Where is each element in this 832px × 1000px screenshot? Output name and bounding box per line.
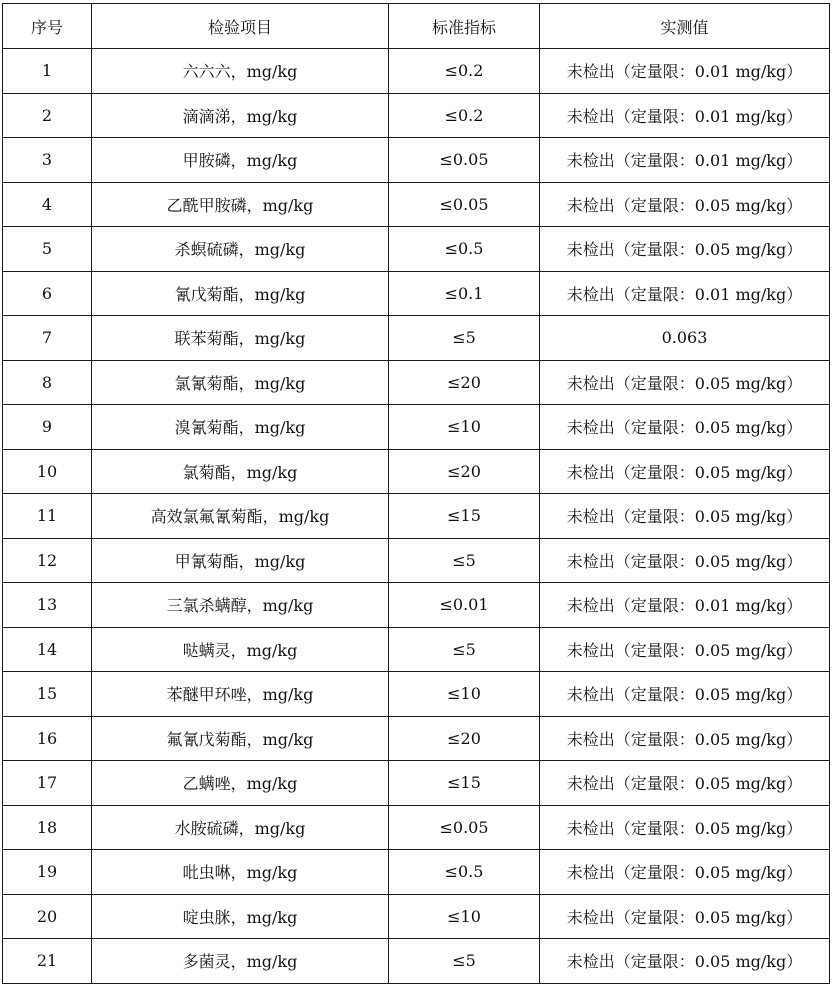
cell-serial-number: 9 [3, 405, 92, 450]
table-row [3, 494, 830, 539]
cell-test-item: 啶虫脒，mg/kg [92, 894, 389, 939]
cell-measured-value: 未检出（定量限：0.05 mg/kg） [540, 360, 830, 405]
cell-test-item: 溴氰菊酯，mg/kg [92, 405, 389, 450]
cell-standard-limit: ≤20 [389, 716, 540, 761]
cell-test-item: 高效氯氟氰菊酯，mg/kg [92, 494, 389, 539]
cell-serial-number: 11 [3, 494, 92, 539]
cell-serial-number: 6 [3, 271, 92, 316]
table-row [3, 271, 830, 316]
cell-test-item: 联苯菊酯，mg/kg [92, 316, 389, 361]
cell-serial-number: 2 [3, 93, 92, 138]
cell-measured-value: 未检出（定量限：0.05 mg/kg） [540, 805, 830, 850]
cell-serial-number: 18 [3, 805, 92, 850]
table-row [3, 227, 830, 272]
cell-measured-value: 未检出（定量限：0.01 mg/kg） [540, 49, 830, 94]
header-measured-value: 实测值 [540, 4, 830, 49]
cell-serial-number: 12 [3, 538, 92, 583]
table-row [3, 182, 830, 227]
cell-serial-number: 14 [3, 627, 92, 672]
cell-test-item: 乙酰甲胺磷，mg/kg [92, 182, 389, 227]
cell-test-item: 六六六，mg/kg [92, 49, 389, 94]
table-row [3, 405, 830, 450]
cell-serial-number: 16 [3, 716, 92, 761]
cell-serial-number: 4 [3, 182, 92, 227]
cell-test-item: 三氯杀螨醇，mg/kg [92, 583, 389, 628]
cell-measured-value: 未检出（定量限：0.05 mg/kg） [540, 538, 830, 583]
cell-standard-limit: ≤0.05 [389, 182, 540, 227]
table-row [3, 49, 830, 94]
cell-standard-limit: ≤5 [389, 939, 540, 984]
cell-standard-limit: ≤0.2 [389, 93, 540, 138]
cell-serial-number: 5 [3, 227, 92, 272]
cell-serial-number: 7 [3, 316, 92, 361]
cell-standard-limit: ≤20 [389, 360, 540, 405]
cell-serial-number: 17 [3, 761, 92, 806]
cell-measured-value: 未检出（定量限：0.05 mg/kg） [540, 627, 830, 672]
cell-measured-value: 未检出（定量限：0.01 mg/kg） [540, 93, 830, 138]
header-test-item: 检验项目 [92, 4, 389, 49]
cell-test-item: 氟氰戊菊酯，mg/kg [92, 716, 389, 761]
cell-test-item: 多菌灵，mg/kg [92, 939, 389, 984]
cell-test-item: 吡虫啉，mg/kg [92, 850, 389, 895]
table-row [3, 449, 830, 494]
cell-standard-limit: ≤10 [389, 894, 540, 939]
table-row [3, 939, 830, 984]
table-row [3, 761, 830, 806]
header-serial-number: 序号 [3, 4, 92, 49]
cell-test-item: 氯菊酯，mg/kg [92, 449, 389, 494]
cell-standard-limit: ≤0.1 [389, 271, 540, 316]
cell-measured-value: 0.063 [540, 316, 830, 361]
cell-test-item: 杀螟硫磷，mg/kg [92, 227, 389, 272]
cell-standard-limit: ≤15 [389, 761, 540, 806]
cell-measured-value: 未检出（定量限：0.05 mg/kg） [540, 761, 830, 806]
cell-standard-limit: ≤0.05 [389, 138, 540, 183]
table-row [3, 360, 830, 405]
table-body [3, 49, 830, 984]
cell-test-item: 水胺硫磷，mg/kg [92, 805, 389, 850]
cell-serial-number: 15 [3, 672, 92, 717]
cell-serial-number: 20 [3, 894, 92, 939]
cell-measured-value: 未检出（定量限：0.05 mg/kg） [540, 894, 830, 939]
table-row [3, 538, 830, 583]
cell-measured-value: 未检出（定量限：0.05 mg/kg） [540, 182, 830, 227]
table-row [3, 627, 830, 672]
table-row [3, 716, 830, 761]
cell-measured-value: 未检出（定量限：0.05 mg/kg） [540, 716, 830, 761]
cell-measured-value: 未检出（定量限：0.05 mg/kg） [540, 405, 830, 450]
table-row [3, 316, 830, 361]
cell-measured-value: 未检出（定量限：0.01 mg/kg） [540, 271, 830, 316]
cell-measured-value: 未检出（定量限：0.05 mg/kg） [540, 449, 830, 494]
cell-test-item: 哒螨灵，mg/kg [92, 627, 389, 672]
cell-measured-value: 未检出（定量限：0.05 mg/kg） [540, 850, 830, 895]
table-row [3, 93, 830, 138]
cell-test-item: 氯氰菊酯，mg/kg [92, 360, 389, 405]
cell-standard-limit: ≤0.5 [389, 850, 540, 895]
cell-standard-limit: ≤10 [389, 672, 540, 717]
cell-serial-number: 21 [3, 939, 92, 984]
table-header-row [3, 4, 830, 49]
cell-test-item: 乙螨唑，mg/kg [92, 761, 389, 806]
cell-serial-number: 19 [3, 850, 92, 895]
table-row [3, 894, 830, 939]
table-row [3, 583, 830, 628]
cell-serial-number: 1 [3, 49, 92, 94]
cell-standard-limit: ≤5 [389, 316, 540, 361]
cell-standard-limit: ≤15 [389, 494, 540, 539]
cell-standard-limit: ≤5 [389, 627, 540, 672]
cell-serial-number: 3 [3, 138, 92, 183]
cell-measured-value: 未检出（定量限：0.05 mg/kg） [540, 227, 830, 272]
cell-test-item: 滴滴涕，mg/kg [92, 93, 389, 138]
table-row [3, 138, 830, 183]
cell-test-item: 甲氰菊酯，mg/kg [92, 538, 389, 583]
table-row [3, 672, 830, 717]
cell-standard-limit: ≤10 [389, 405, 540, 450]
cell-standard-limit: ≤0.01 [389, 583, 540, 628]
cell-serial-number: 8 [3, 360, 92, 405]
cell-measured-value: 未检出（定量限：0.05 mg/kg） [540, 672, 830, 717]
cell-standard-limit: ≤20 [389, 449, 540, 494]
cell-measured-value: 未检出（定量限：0.05 mg/kg） [540, 939, 830, 984]
cell-serial-number: 13 [3, 583, 92, 628]
cell-standard-limit: ≤0.5 [389, 227, 540, 272]
cell-serial-number: 10 [3, 449, 92, 494]
cell-test-item: 甲胺磷，mg/kg [92, 138, 389, 183]
cell-measured-value: 未检出（定量限：0.01 mg/kg） [540, 583, 830, 628]
cell-standard-limit: ≤5 [389, 538, 540, 583]
cell-measured-value: 未检出（定量限：0.05 mg/kg） [540, 494, 830, 539]
cell-test-item: 氰戊菊酯，mg/kg [92, 271, 389, 316]
cell-measured-value: 未检出（定量限：0.01 mg/kg） [540, 138, 830, 183]
cell-standard-limit: ≤0.2 [389, 49, 540, 94]
cell-standard-limit: ≤0.05 [389, 805, 540, 850]
header-standard-limit: 标准指标 [389, 4, 540, 49]
cell-test-item: 苯醚甲环唑，mg/kg [92, 672, 389, 717]
inspection-table [2, 3, 830, 984]
table-row [3, 850, 830, 895]
table-row [3, 805, 830, 850]
